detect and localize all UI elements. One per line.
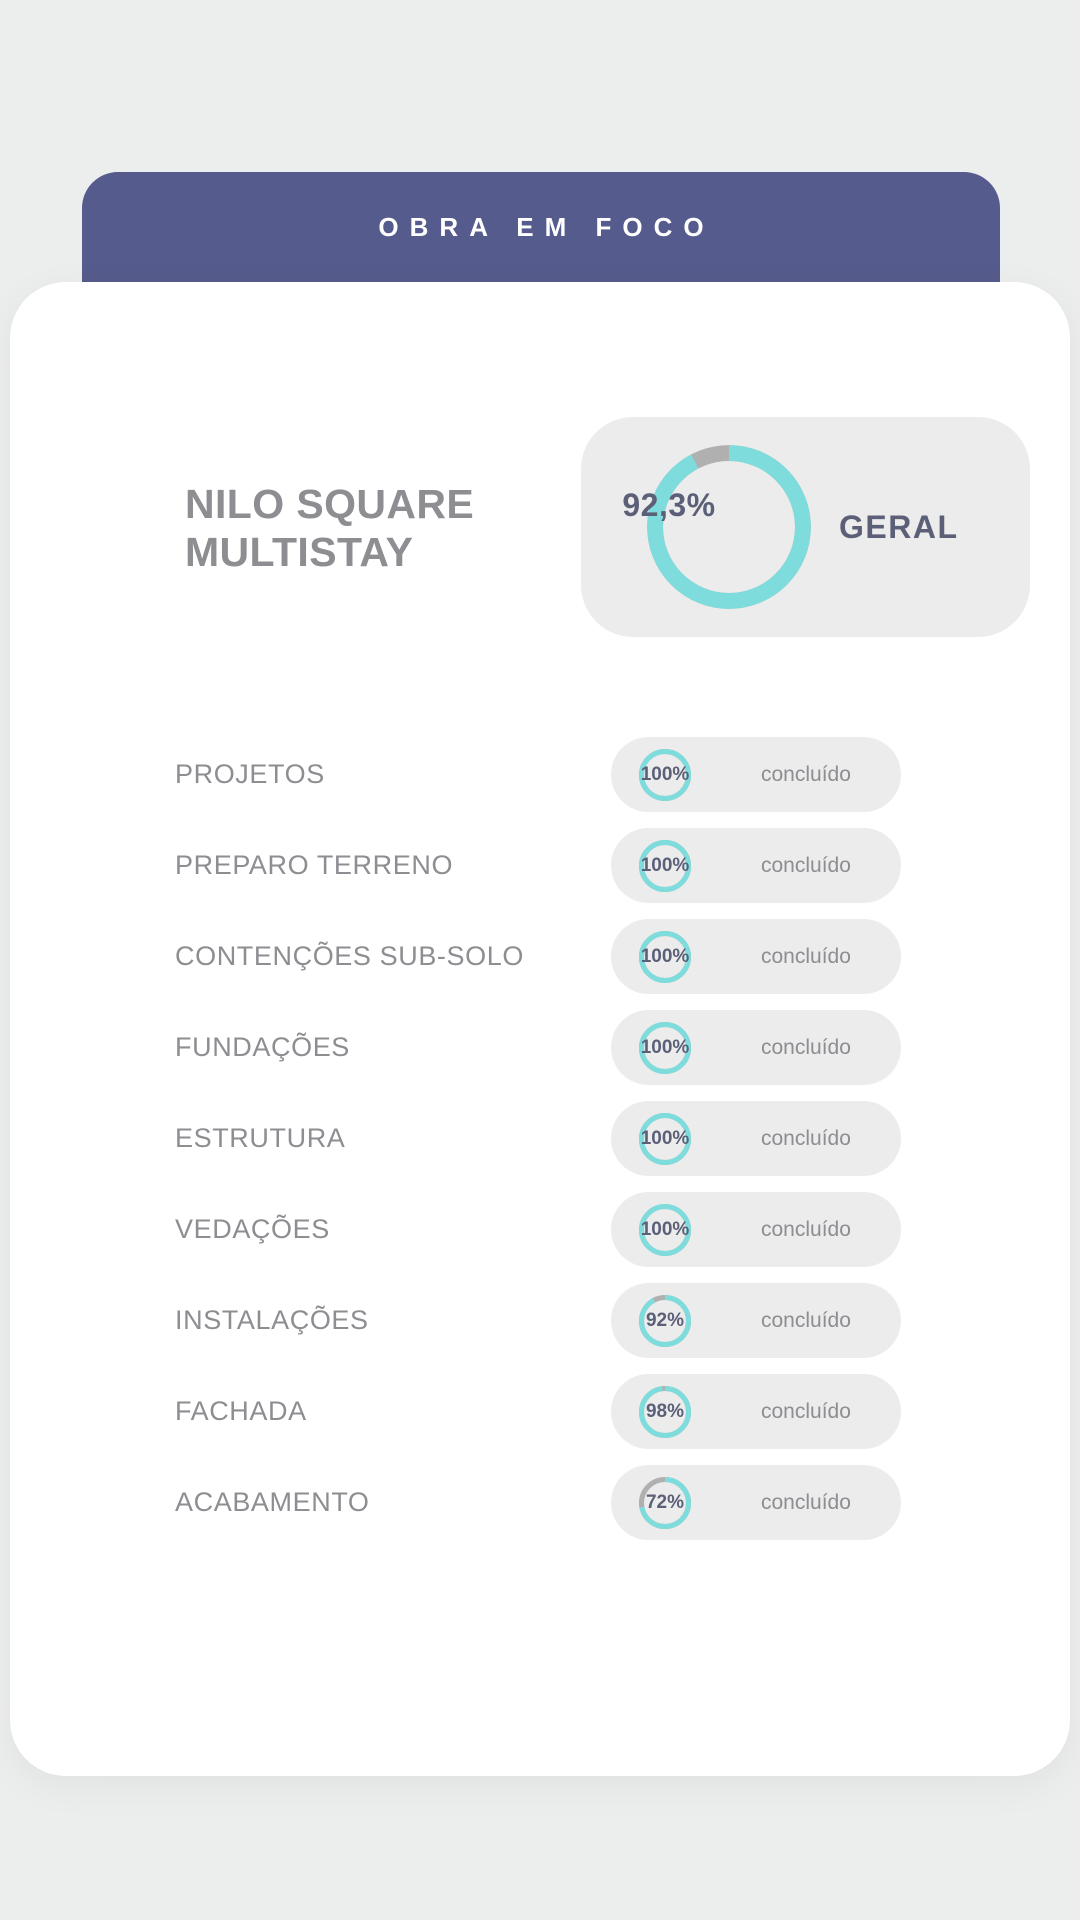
phase-percent-label: 100% <box>640 855 690 876</box>
list-item[interactable] <box>10 919 1070 994</box>
list-item[interactable] <box>10 737 1070 812</box>
list-item[interactable] <box>10 1192 1070 1267</box>
phase-progress-pill <box>611 1374 901 1449</box>
phase-percent-label: 98% <box>645 1401 685 1422</box>
project-name-line1: NILO SQUARE <box>185 481 475 527</box>
phase-label: ESTRUTURA <box>175 1123 346 1153</box>
list-item[interactable] <box>10 1101 1070 1176</box>
phase-status-label: concluído <box>761 1217 851 1241</box>
header-banner <box>82 172 1000 292</box>
phase-status-label: concluído <box>761 853 851 877</box>
phase-percent-label: 100% <box>640 764 690 785</box>
phase-status-label: concluído <box>761 762 851 786</box>
phase-progress-pill <box>611 737 901 812</box>
phase-percent-label: 72% <box>645 1492 685 1513</box>
phase-progress-pill <box>611 828 901 903</box>
phase-progress-pill <box>611 1101 901 1176</box>
phase-progress-pill <box>611 1465 901 1540</box>
phase-label: FACHADA <box>175 1396 307 1426</box>
phase-percent-label: 100% <box>640 1219 690 1240</box>
phase-progress-pill <box>611 1192 901 1267</box>
phase-status-label: concluído <box>761 1399 851 1423</box>
general-percent-label: 92,3% <box>622 486 716 523</box>
general-label: GERAL <box>839 508 959 545</box>
list-item[interactable] <box>10 1374 1070 1449</box>
phase-percent-label: 100% <box>640 1037 690 1058</box>
phase-label: CONTENÇÕES SUB-SOLO <box>175 941 524 971</box>
phase-status-label: concluído <box>761 1490 851 1514</box>
main-card <box>10 282 1070 1776</box>
phase-progress-pill <box>611 919 901 994</box>
list-item[interactable] <box>10 828 1070 903</box>
project-name <box>185 480 565 577</box>
phase-percent-label: 100% <box>640 946 690 967</box>
phase-label: FUNDAÇÕES <box>175 1032 350 1062</box>
phase-label: PREPARO TERRENO <box>175 850 454 880</box>
phase-status-label: concluído <box>761 1035 851 1059</box>
phase-label: PROJETOS <box>175 759 325 789</box>
phase-status-label: concluído <box>761 944 851 968</box>
list-item[interactable] <box>10 1010 1070 1085</box>
phase-percent-label: 100% <box>640 1128 690 1149</box>
phase-percent-label: 92% <box>645 1310 685 1331</box>
phase-label: INSTALAÇÕES <box>175 1305 369 1335</box>
project-name-line2: MULTISTAY <box>185 529 414 576</box>
page-title: OBRA EM FOCO <box>378 212 715 242</box>
phase-label: VEDAÇÕES <box>175 1214 330 1244</box>
phase-label: ACABAMENTO <box>175 1487 370 1517</box>
general-progress-card <box>581 417 1030 637</box>
phase-progress-pill <box>611 1010 901 1085</box>
phase-list <box>10 737 1070 1556</box>
list-item[interactable] <box>10 1465 1070 1540</box>
phase-status-label: concluído <box>761 1126 851 1150</box>
list-item[interactable] <box>10 1283 1070 1358</box>
phase-progress-pill <box>611 1283 901 1358</box>
phase-status-label: concluído <box>761 1308 851 1332</box>
